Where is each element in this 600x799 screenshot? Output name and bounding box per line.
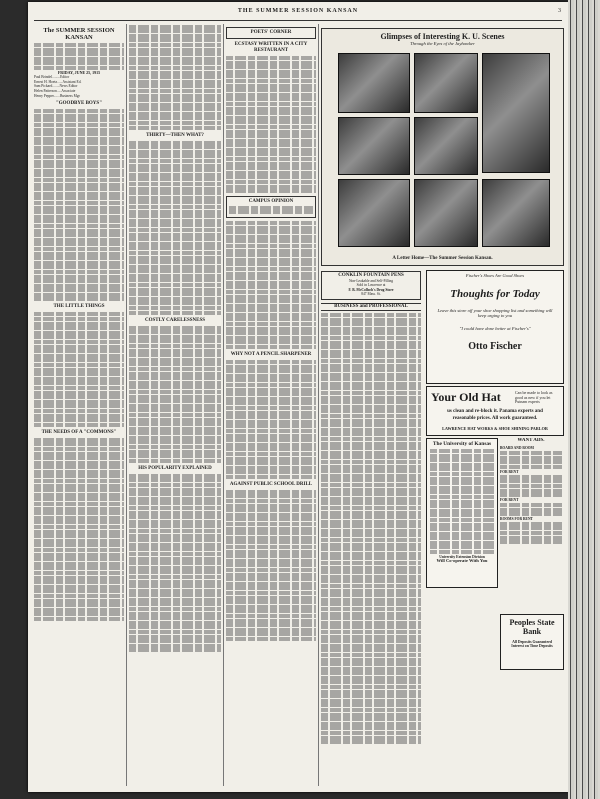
hat-side: Can be made to look as good as new if you let Putnam experts — [515, 390, 553, 405]
photo-caption: A Letter Home—The Summer Session Kansan. — [392, 256, 493, 261]
masthead-title: THE SUMMER SESSION KANSAN — [237, 8, 359, 14]
headline-pencil: WHY NOT A PENCIL SHARPENER — [230, 352, 312, 358]
want-ad-heading: FOR RENT — [500, 497, 519, 502]
photo — [414, 53, 478, 113]
want-ad-heading: FOR RENT — [500, 469, 519, 474]
want-ad-heading: BOARD AND ROOM — [500, 446, 534, 450]
university-ad — [426, 438, 498, 588]
hat-title: Your Old Hat — [431, 390, 501, 404]
fischer-name: Otto Fischer — [468, 341, 522, 352]
conklin-line: Non-Leakable and Self-Filling — [348, 278, 394, 283]
photo — [414, 117, 478, 175]
university-motto: Will Co-operate With You — [436, 558, 488, 564]
photo — [338, 117, 410, 175]
staff-line: Helen Patterson.....Associate — [34, 88, 76, 93]
fischer-shoes-ad — [426, 270, 564, 384]
headline-school-drill: AGAINST PUBLIC SCHOOL DRILL — [229, 481, 313, 487]
bank-sub: All Deposits Guaranteed — [512, 640, 552, 644]
headline-popularity: HIS POPULARITY EXPLAINED — [138, 465, 212, 471]
poets-corner-box — [226, 27, 316, 39]
column-editorial — [34, 24, 124, 786]
university-title: The University of Kansas — [432, 441, 492, 447]
staff-line: Sam Pickard........News Editor — [34, 84, 78, 89]
headline-campus-opinion: CAMPUS OPINION — [248, 199, 294, 205]
column-rule — [223, 24, 224, 786]
headline-poets-corner: POETS' CORNER — [250, 30, 292, 35]
university-footer: University Extension Division — [439, 554, 485, 559]
column-ads-left — [321, 268, 421, 786]
want-ad-heading: ROOMS FOR RENT — [500, 516, 533, 521]
hat-shop: LAWRENCE HAT WORKS & SHOE SHINING PARLOR — [442, 426, 548, 431]
masthead — [34, 8, 562, 21]
hat-line2: reasonable prices. All work guaranteed. — [452, 416, 538, 421]
column-articles — [129, 24, 221, 786]
professional-header: BUSINESS and PROFESSIONAL — [321, 303, 421, 311]
want-ads — [500, 438, 562, 588]
photo — [482, 179, 550, 247]
headline-ecstasy: ECSTASY WRITTEN IN A CITY RESTAURANT — [234, 42, 308, 53]
fischer-sub: "I could have done better at Fischer's" — [459, 326, 531, 331]
photo-spread-title: Glimpses of Interesting K. U. Scenes — [380, 32, 505, 41]
headline-thirty: THIRTY—THEN WHAT? — [146, 132, 204, 138]
column-poets-opinion — [226, 24, 316, 786]
hat-line1: us clean and re-block it. Panama experts and — [447, 409, 543, 414]
paper-title: The SUMMER SESSION KANSAN — [43, 27, 115, 41]
conklin-line: Sold in Lawrence at — [356, 283, 386, 288]
photo-spread-subtitle: Through the Eyes of the Jayhawker — [410, 41, 475, 46]
conklin-title: CONKLIN FOUNTAIN PENS — [338, 273, 404, 278]
fischer-tagline: Fischer's Shoes Are Good Shoes — [465, 273, 525, 278]
binding-edge — [568, 0, 600, 799]
bank-sub2: Interest on Time Deposits — [511, 644, 553, 648]
bank-ad — [500, 614, 564, 670]
column-rule — [126, 24, 127, 786]
staff-list — [34, 75, 124, 98]
photo — [414, 179, 478, 247]
headline-costly: COSTLY CARELESSNESS — [144, 317, 206, 323]
want-ads-title: WANT ADS. — [517, 438, 545, 443]
headline-commons: THE NEEDS OF A "COMMONS" — [41, 429, 117, 435]
headline-goodbye: "GOODBYE BOYS" — [56, 101, 102, 107]
photo — [482, 53, 550, 173]
staff-line: Paul Brindel.........Editor — [34, 75, 70, 80]
fischer-body: Leave this store off your shoe shopping list and something will keep urging to you — [437, 308, 553, 318]
headline-little-things: THE LITTLE THINGS — [53, 304, 105, 310]
bank-title: Peoples State Bank — [509, 618, 555, 636]
column-rule — [318, 24, 319, 786]
staff-line: Henry Pepper.......Business Mgr — [34, 93, 80, 98]
photo — [338, 179, 410, 247]
conklin-ad — [321, 271, 421, 300]
hat-works-ad — [426, 386, 564, 436]
campus-opinion-box — [226, 196, 316, 218]
staff-line: Ernest H. Hoetz......Assistant Ed. — [34, 79, 82, 84]
issue-date: FRIDAY, JUNE 25, 1915 — [57, 69, 101, 75]
photo-spread — [321, 28, 564, 266]
page-number: 3 — [558, 8, 562, 14]
conklin-line: F. B. McColloch's Drug Store — [348, 287, 394, 292]
fischer-title: Thoughts for Today — [450, 288, 540, 300]
newspaper-page — [28, 2, 568, 792]
conklin-line: 847 Mass. St. — [361, 292, 381, 297]
photo — [338, 53, 410, 113]
